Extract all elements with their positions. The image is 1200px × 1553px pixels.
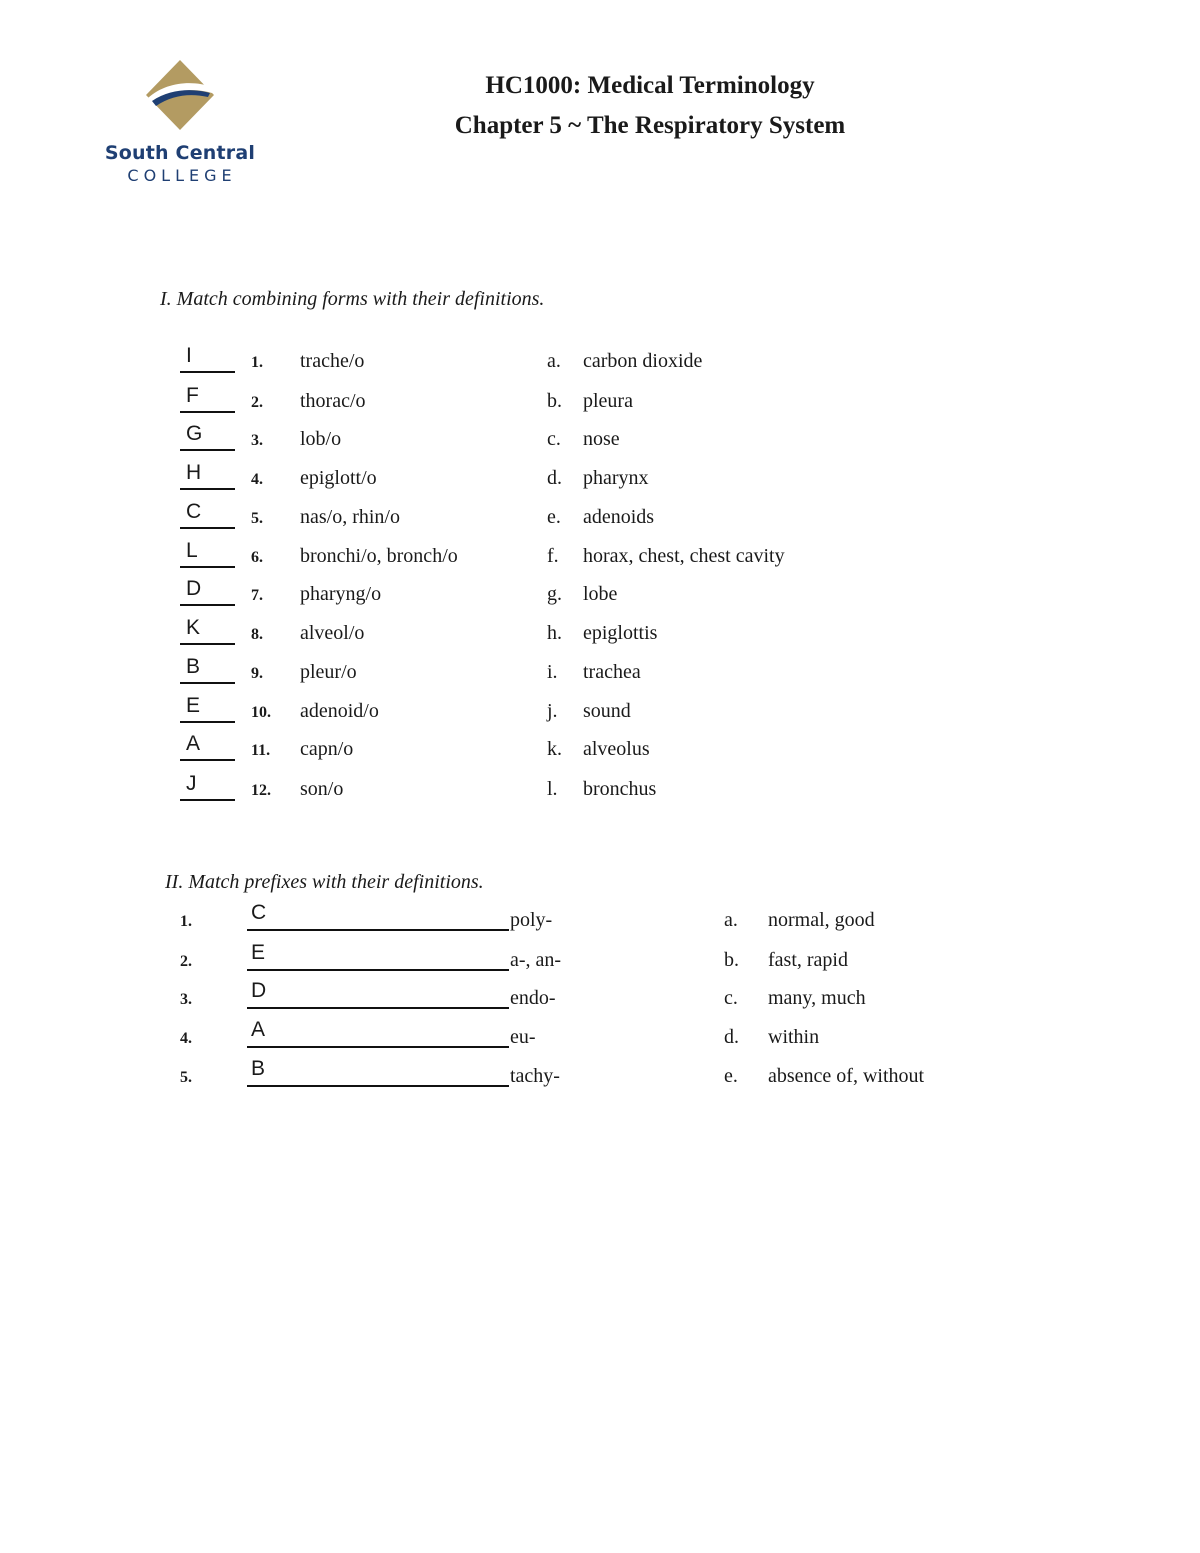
answer-text: D bbox=[186, 577, 202, 600]
chapter-title: Chapter 5 ~ The Respiratory System bbox=[454, 112, 846, 139]
answer-blank[interactable] bbox=[180, 721, 235, 723]
item-number: 6. bbox=[251, 549, 263, 566]
answer-text: K bbox=[186, 616, 201, 639]
item-number: 5. bbox=[180, 1069, 192, 1086]
answer-text: G bbox=[186, 422, 203, 445]
answer-text: B bbox=[251, 1057, 266, 1080]
match-row bbox=[0, 577, 1200, 621]
section2-heading: II. Match prefixes with their definitions. bbox=[165, 871, 484, 893]
answer-blank[interactable] bbox=[180, 604, 235, 606]
answer-text: H bbox=[186, 461, 202, 484]
definition: within bbox=[768, 1026, 820, 1048]
definition-letter: l. bbox=[547, 778, 558, 800]
answer-text: C bbox=[186, 500, 202, 523]
definition-letter: c. bbox=[724, 987, 738, 1009]
match-row bbox=[0, 616, 1200, 660]
definition-letter: i. bbox=[547, 661, 558, 683]
item-number: 5. bbox=[251, 510, 263, 527]
section1-heading: I. Match combining forms with their definitions. bbox=[160, 288, 545, 310]
definition: pleura bbox=[583, 390, 633, 412]
definition: normal, good bbox=[768, 909, 875, 931]
answer-text: C bbox=[251, 901, 267, 924]
prefix-row bbox=[0, 979, 1200, 1027]
diamond-logo-icon bbox=[146, 60, 214, 130]
answer-text: B bbox=[186, 655, 201, 678]
definition: adenoids bbox=[583, 506, 655, 528]
answer-blank[interactable] bbox=[247, 1007, 509, 1009]
prefix: a-, an- bbox=[510, 949, 562, 971]
answer-text: A bbox=[251, 1018, 266, 1041]
answer-text: J bbox=[186, 772, 197, 795]
item-number: 11. bbox=[251, 742, 271, 759]
answer-blank[interactable] bbox=[247, 1085, 509, 1087]
answer-blank[interactable] bbox=[247, 969, 509, 971]
prefix-row bbox=[0, 1057, 1200, 1105]
item-number: 12. bbox=[251, 782, 271, 799]
prefix: eu- bbox=[510, 1026, 536, 1048]
prefix-row bbox=[0, 901, 1200, 949]
definition: horax, chest, chest cavity bbox=[583, 545, 785, 567]
combining-form: lob/o bbox=[300, 428, 342, 450]
combining-form: alveol/o bbox=[300, 622, 365, 644]
match-row bbox=[0, 732, 1200, 776]
course-title: HC1000: Medical Terminology bbox=[485, 72, 815, 99]
match-row bbox=[0, 539, 1200, 583]
match-row bbox=[0, 772, 1200, 816]
combining-form: trache/o bbox=[300, 350, 365, 372]
match-row bbox=[0, 344, 1200, 388]
logo-name: South Central bbox=[104, 142, 256, 164]
prefix: endo- bbox=[510, 987, 556, 1009]
answer-text: E bbox=[186, 694, 201, 717]
definition-letter: c. bbox=[547, 428, 561, 450]
combining-form: pleur/o bbox=[300, 661, 357, 683]
definition: fast, rapid bbox=[768, 949, 848, 971]
definition: pharynx bbox=[583, 467, 649, 489]
answer-blank[interactable] bbox=[180, 411, 235, 413]
item-number: 2. bbox=[251, 394, 263, 411]
combining-form: epiglott/o bbox=[300, 467, 377, 489]
definition-letter: h. bbox=[547, 622, 562, 644]
item-number: 3. bbox=[251, 432, 263, 449]
combining-form: bronchi/o, bronch/o bbox=[300, 545, 458, 567]
match-row bbox=[0, 500, 1200, 544]
combining-form: son/o bbox=[300, 778, 344, 800]
definition-letter: d. bbox=[724, 1026, 739, 1048]
definition-letter: f. bbox=[547, 545, 559, 567]
combining-form: capn/o bbox=[300, 738, 354, 760]
definition: many, much bbox=[768, 987, 866, 1009]
answer-text: F bbox=[186, 384, 199, 407]
answer-blank[interactable] bbox=[180, 566, 235, 568]
definition-letter: g. bbox=[547, 583, 562, 605]
college-logo bbox=[100, 60, 260, 190]
definition-letter: a. bbox=[724, 909, 738, 931]
combining-form: adenoid/o bbox=[300, 700, 379, 722]
definition-letter: d. bbox=[547, 467, 562, 489]
item-number: 3. bbox=[180, 991, 192, 1008]
definition-letter: e. bbox=[547, 506, 561, 528]
definition-letter: e. bbox=[724, 1065, 738, 1087]
answer-blank[interactable] bbox=[247, 1046, 509, 1048]
answer-blank[interactable] bbox=[180, 682, 235, 684]
definition: epiglottis bbox=[583, 622, 658, 644]
definition: lobe bbox=[583, 583, 618, 605]
combining-form: thorac/o bbox=[300, 390, 366, 412]
answer-blank[interactable] bbox=[180, 371, 235, 373]
item-number: 4. bbox=[251, 471, 263, 488]
definition-letter: a. bbox=[547, 350, 561, 372]
item-number: 1. bbox=[180, 913, 192, 930]
definition: alveolus bbox=[583, 738, 650, 760]
item-number: 7. bbox=[251, 587, 263, 604]
item-number: 10. bbox=[251, 704, 271, 721]
definition: sound bbox=[583, 700, 631, 722]
answer-blank[interactable] bbox=[180, 643, 235, 645]
answer-blank[interactable] bbox=[247, 929, 509, 931]
definition: absence of, without bbox=[768, 1065, 925, 1087]
match-row bbox=[0, 655, 1200, 699]
answer-blank[interactable] bbox=[180, 449, 235, 451]
prefix: poly- bbox=[510, 909, 553, 931]
definition: carbon dioxide bbox=[583, 350, 703, 372]
definition: nose bbox=[583, 428, 620, 450]
match-row bbox=[0, 422, 1200, 466]
definition-letter: b. bbox=[547, 390, 562, 412]
match-row bbox=[0, 694, 1200, 738]
answer-text: D bbox=[251, 979, 267, 1002]
answer-blank[interactable] bbox=[180, 527, 235, 529]
match-row bbox=[0, 384, 1200, 428]
item-number: 4. bbox=[180, 1030, 192, 1047]
answer-blank[interactable] bbox=[180, 488, 235, 490]
answer-text: I bbox=[186, 344, 192, 367]
definition: trachea bbox=[583, 661, 641, 683]
item-number: 9. bbox=[251, 665, 263, 682]
prefix-row bbox=[0, 1018, 1200, 1066]
answer-text: L bbox=[186, 539, 198, 562]
answer-blank[interactable] bbox=[180, 759, 235, 761]
item-number: 1. bbox=[251, 354, 263, 371]
definition-letter: j. bbox=[547, 700, 558, 722]
answer-text: A bbox=[186, 732, 201, 755]
match-row bbox=[0, 461, 1200, 505]
combining-form: nas/o, rhin/o bbox=[300, 506, 400, 528]
answer-text: E bbox=[251, 941, 266, 964]
definition: bronchus bbox=[583, 778, 657, 800]
item-number: 8. bbox=[251, 626, 263, 643]
item-number: 2. bbox=[180, 953, 192, 970]
logo-subtitle: COLLEGE bbox=[127, 166, 237, 185]
prefix-row bbox=[0, 941, 1200, 989]
definition-letter: b. bbox=[724, 949, 739, 971]
prefix: tachy- bbox=[510, 1065, 560, 1087]
answer-blank[interactable] bbox=[180, 799, 235, 801]
combining-form: pharyng/o bbox=[300, 583, 382, 605]
definition-letter: k. bbox=[547, 738, 562, 760]
